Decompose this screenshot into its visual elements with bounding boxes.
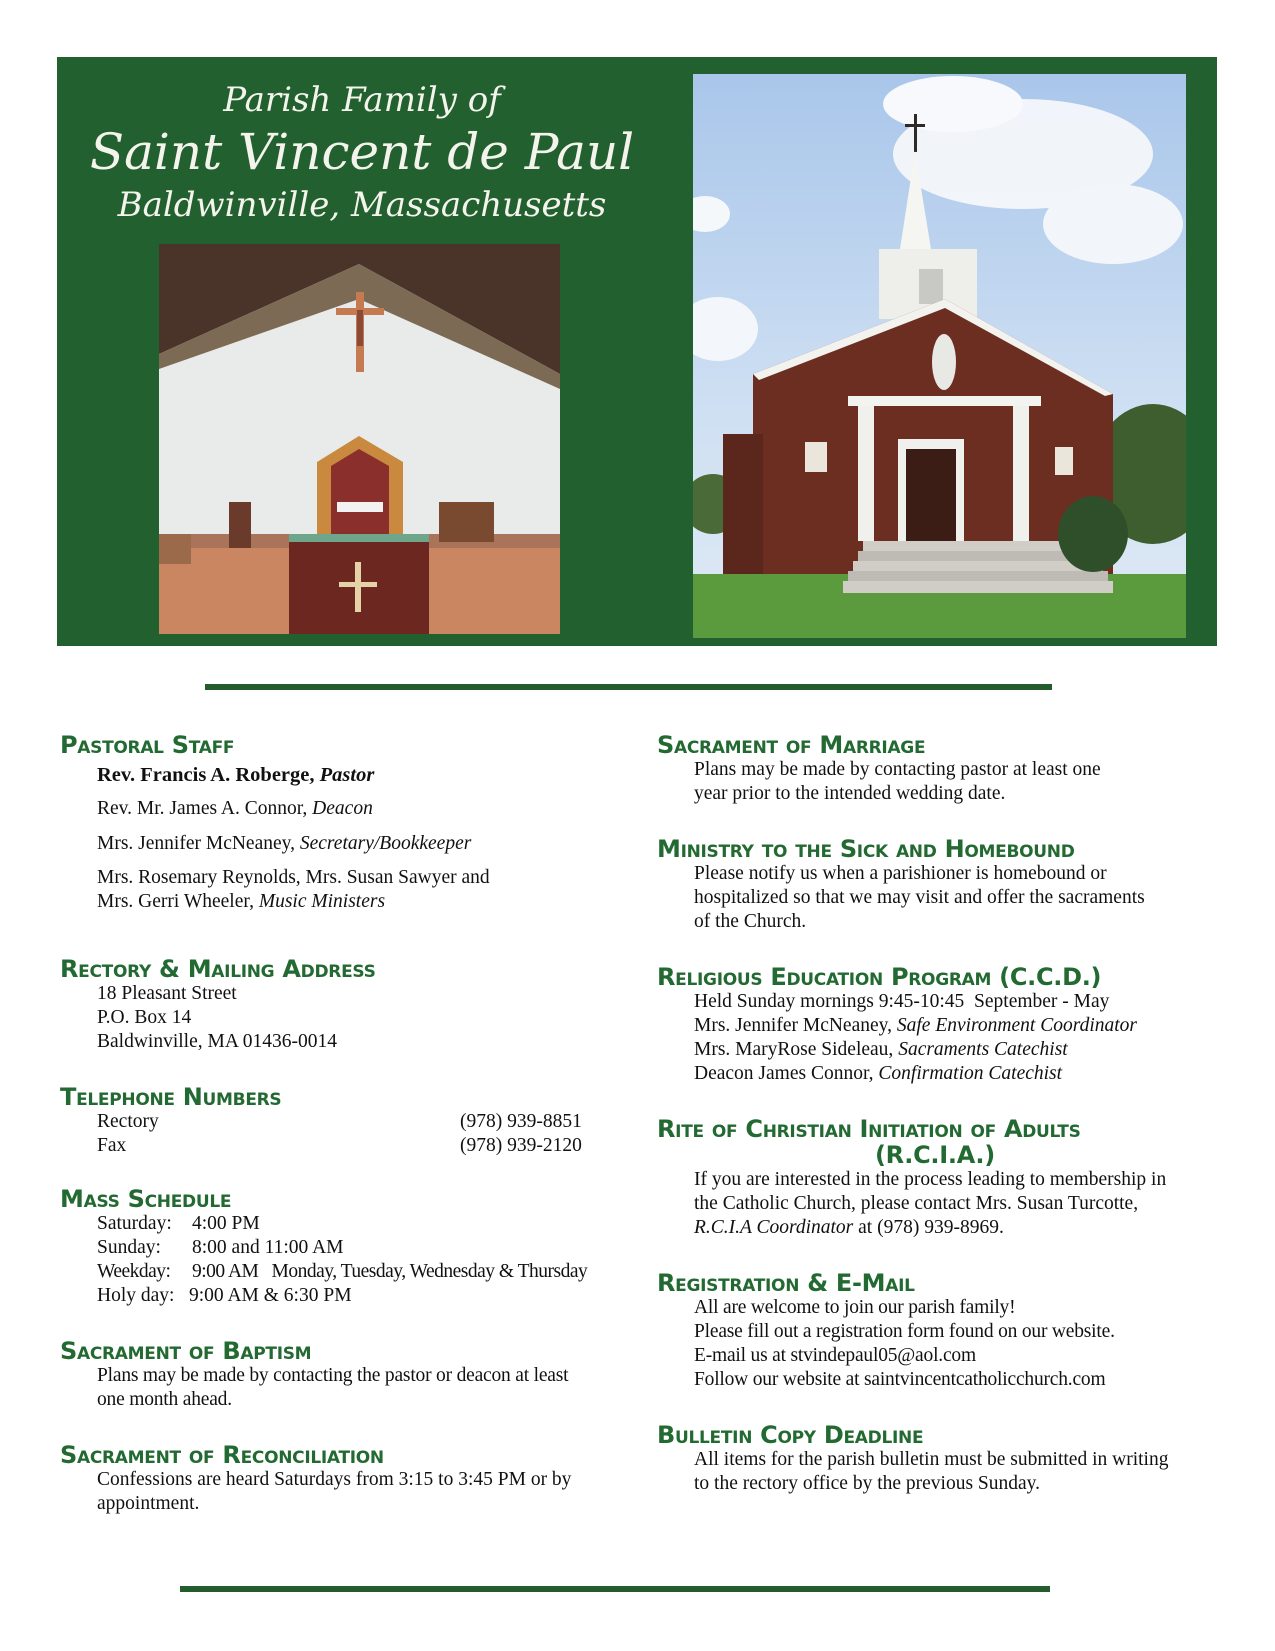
text-line: appointment. — [97, 1493, 200, 1514]
staff-entry — [97, 760, 620, 790]
ccd-role: Safe Environment Coordinator — [896, 1015, 1137, 1036]
email-text[interactable]: E-mail us at stvindepaul05@aol.com — [694, 1345, 976, 1366]
church-exterior-photo — [693, 74, 1186, 638]
title-parish-name: Saint Vincent de Paul — [89, 123, 635, 181]
text-line: All are welcome to join our parish family! — [694, 1297, 1016, 1318]
exterior-illustration — [693, 74, 1186, 638]
text-line: year prior to the intended wedding date. — [694, 783, 1006, 804]
staff-entry — [97, 866, 620, 914]
ccd-entry — [694, 1014, 1217, 1038]
title-line-1: Parish Family of — [223, 80, 501, 120]
mass-row — [97, 1212, 620, 1236]
staff-role: Deacon — [312, 798, 373, 819]
phone-number: (978) 939-2120 — [460, 1135, 582, 1156]
section-heading: Sacrament of Baptism — [60, 1337, 312, 1365]
sick-ministry-section — [657, 836, 1217, 934]
text-line: Plans may be made by contacting pastor at least one — [694, 759, 1101, 780]
staff-name: Mrs. Gerri Wheeler, — [97, 891, 259, 912]
section-heading: Pastoral Staff — [60, 731, 235, 759]
mass-row — [97, 1236, 620, 1260]
ccd-role: Confirmation Catechist — [878, 1063, 1063, 1084]
phone-number: (978) 939-8851 — [460, 1111, 582, 1132]
staff-role: Music Ministers — [258, 891, 386, 912]
staff-entry — [97, 792, 620, 825]
rectory-section — [60, 956, 620, 1054]
text-line: Held Sunday mornings 9:45-10:45 September - May — [694, 991, 1110, 1012]
phone-label: Rectory — [97, 1111, 159, 1132]
pastoral-staff-section — [60, 732, 620, 914]
mass-day: Holy day: — [97, 1285, 175, 1306]
staff-role: Pastor — [319, 764, 375, 786]
parish-title — [57, 70, 667, 228]
address-line: Baldwinville, MA 01436-0014 — [97, 1031, 337, 1052]
text-line: Confessions are heard Saturdays from 3:15 to 3:45 PM or by — [97, 1469, 572, 1490]
text-line: to the rectory office by the previous Sunday. — [694, 1473, 1041, 1494]
staff-name: Rev. Mr. James A. Connor, — [97, 798, 313, 819]
section-heading: Rite of Christian Initiation of Adults — [657, 1115, 1081, 1143]
text-line: If you are interested in the process leading to membership in — [694, 1169, 1167, 1190]
text-line: the Catholic Church, please contact Mrs. Susan Turcotte, — [694, 1193, 1139, 1214]
mass-row — [97, 1284, 620, 1308]
section-heading: Ministry to the Sick and Homebound — [657, 835, 1075, 863]
rcia-phone: at (978) 939-8969. — [853, 1217, 1004, 1238]
section-heading: Sacrament of Reconciliation — [60, 1441, 384, 1469]
left-column — [60, 732, 620, 1516]
staff-entry — [97, 827, 620, 860]
top-divider — [205, 684, 1052, 690]
ccd-name: Deacon James Connor, — [694, 1063, 879, 1084]
section-heading: Registration & E-Mail — [657, 1269, 915, 1297]
section-heading: Religious Education Program (C.C.D.) — [657, 963, 1102, 991]
ccd-name: Mrs. MaryRose Sideleau, — [694, 1039, 899, 1060]
right-column — [657, 732, 1217, 1496]
mass-time: 4:00 PM — [192, 1213, 260, 1234]
text-line: hospitalized so that we may visit and offer the sacraments — [694, 887, 1145, 908]
section-heading-cont: (R.C.I.A.) — [875, 1141, 995, 1169]
bulletin-section — [657, 1422, 1217, 1496]
mass-schedule-section — [60, 1186, 620, 1308]
phone-label: Fax — [97, 1135, 127, 1156]
ccd-section — [657, 964, 1217, 1086]
reconciliation-section — [60, 1442, 620, 1516]
interior-illustration — [159, 244, 560, 634]
text-line: of the Church. — [694, 911, 807, 932]
rcia-section — [657, 1116, 1217, 1240]
ccd-entry — [694, 1038, 1217, 1062]
bottom-divider — [180, 1586, 1050, 1592]
baptism-section — [60, 1338, 620, 1412]
phone-row — [97, 1134, 620, 1158]
address-line: P.O. Box 14 — [97, 1007, 192, 1028]
section-heading: Telephone Numbers — [60, 1083, 282, 1111]
registration-section — [657, 1270, 1217, 1392]
staff-names: Mrs. Rosemary Reynolds, Mrs. Susan Sawyer and — [97, 867, 490, 888]
mass-time: 8:00 and 11:00 AM — [192, 1237, 344, 1258]
text-line: one month ahead. — [97, 1389, 232, 1410]
section-heading: Mass Schedule — [60, 1185, 232, 1213]
staff-role: Secretary/Bookkeeper — [299, 833, 472, 854]
rcia-role: R.C.I.A Coordinator — [694, 1217, 854, 1238]
text-line: Please notify us when a parishioner is homebound or — [694, 863, 1107, 884]
title-location: Baldwinville, Massachusetts — [117, 185, 607, 225]
section-heading: Sacrament of Marriage — [657, 731, 926, 759]
text-line — [694, 1216, 1217, 1240]
section-heading: Bulletin Copy Deadline — [657, 1421, 924, 1449]
website-text[interactable]: Follow our website at saintvincentcatholicchurch.com — [694, 1369, 1106, 1390]
ccd-entry — [694, 1062, 1217, 1086]
text-line: Please fill out a registration form found on our website. — [694, 1321, 1115, 1342]
mass-time: 9:00 AM Monday, Tuesday, Wednesday & Thursday — [192, 1261, 588, 1282]
marriage-section — [657, 732, 1217, 806]
ccd-name: Mrs. Jennifer McNeaney, — [694, 1015, 897, 1036]
staff-name: Mrs. Jennifer McNeaney, — [97, 833, 300, 854]
section-heading: Rectory & Mailing Address — [60, 955, 376, 983]
church-interior-photo — [159, 244, 560, 634]
phone-row — [97, 1110, 620, 1134]
mass-day: Weekday: — [97, 1261, 171, 1282]
mass-day: Saturday: — [97, 1213, 172, 1234]
address-line: 18 Pleasant Street — [97, 983, 237, 1004]
mass-day: Sunday: — [97, 1237, 161, 1258]
text-line: Plans may be made by contacting the pastor or deacon at least — [97, 1365, 569, 1386]
mass-time: 9:00 AM & 6:30 PM — [189, 1285, 352, 1306]
text-line: All items for the parish bulletin must be submitted in writing — [694, 1449, 1169, 1470]
ccd-role: Sacraments Catechist — [898, 1039, 1068, 1060]
mass-row — [97, 1260, 620, 1284]
telephone-section — [60, 1084, 620, 1158]
staff-name: Rev. Francis A. Roberge, — [97, 764, 320, 786]
